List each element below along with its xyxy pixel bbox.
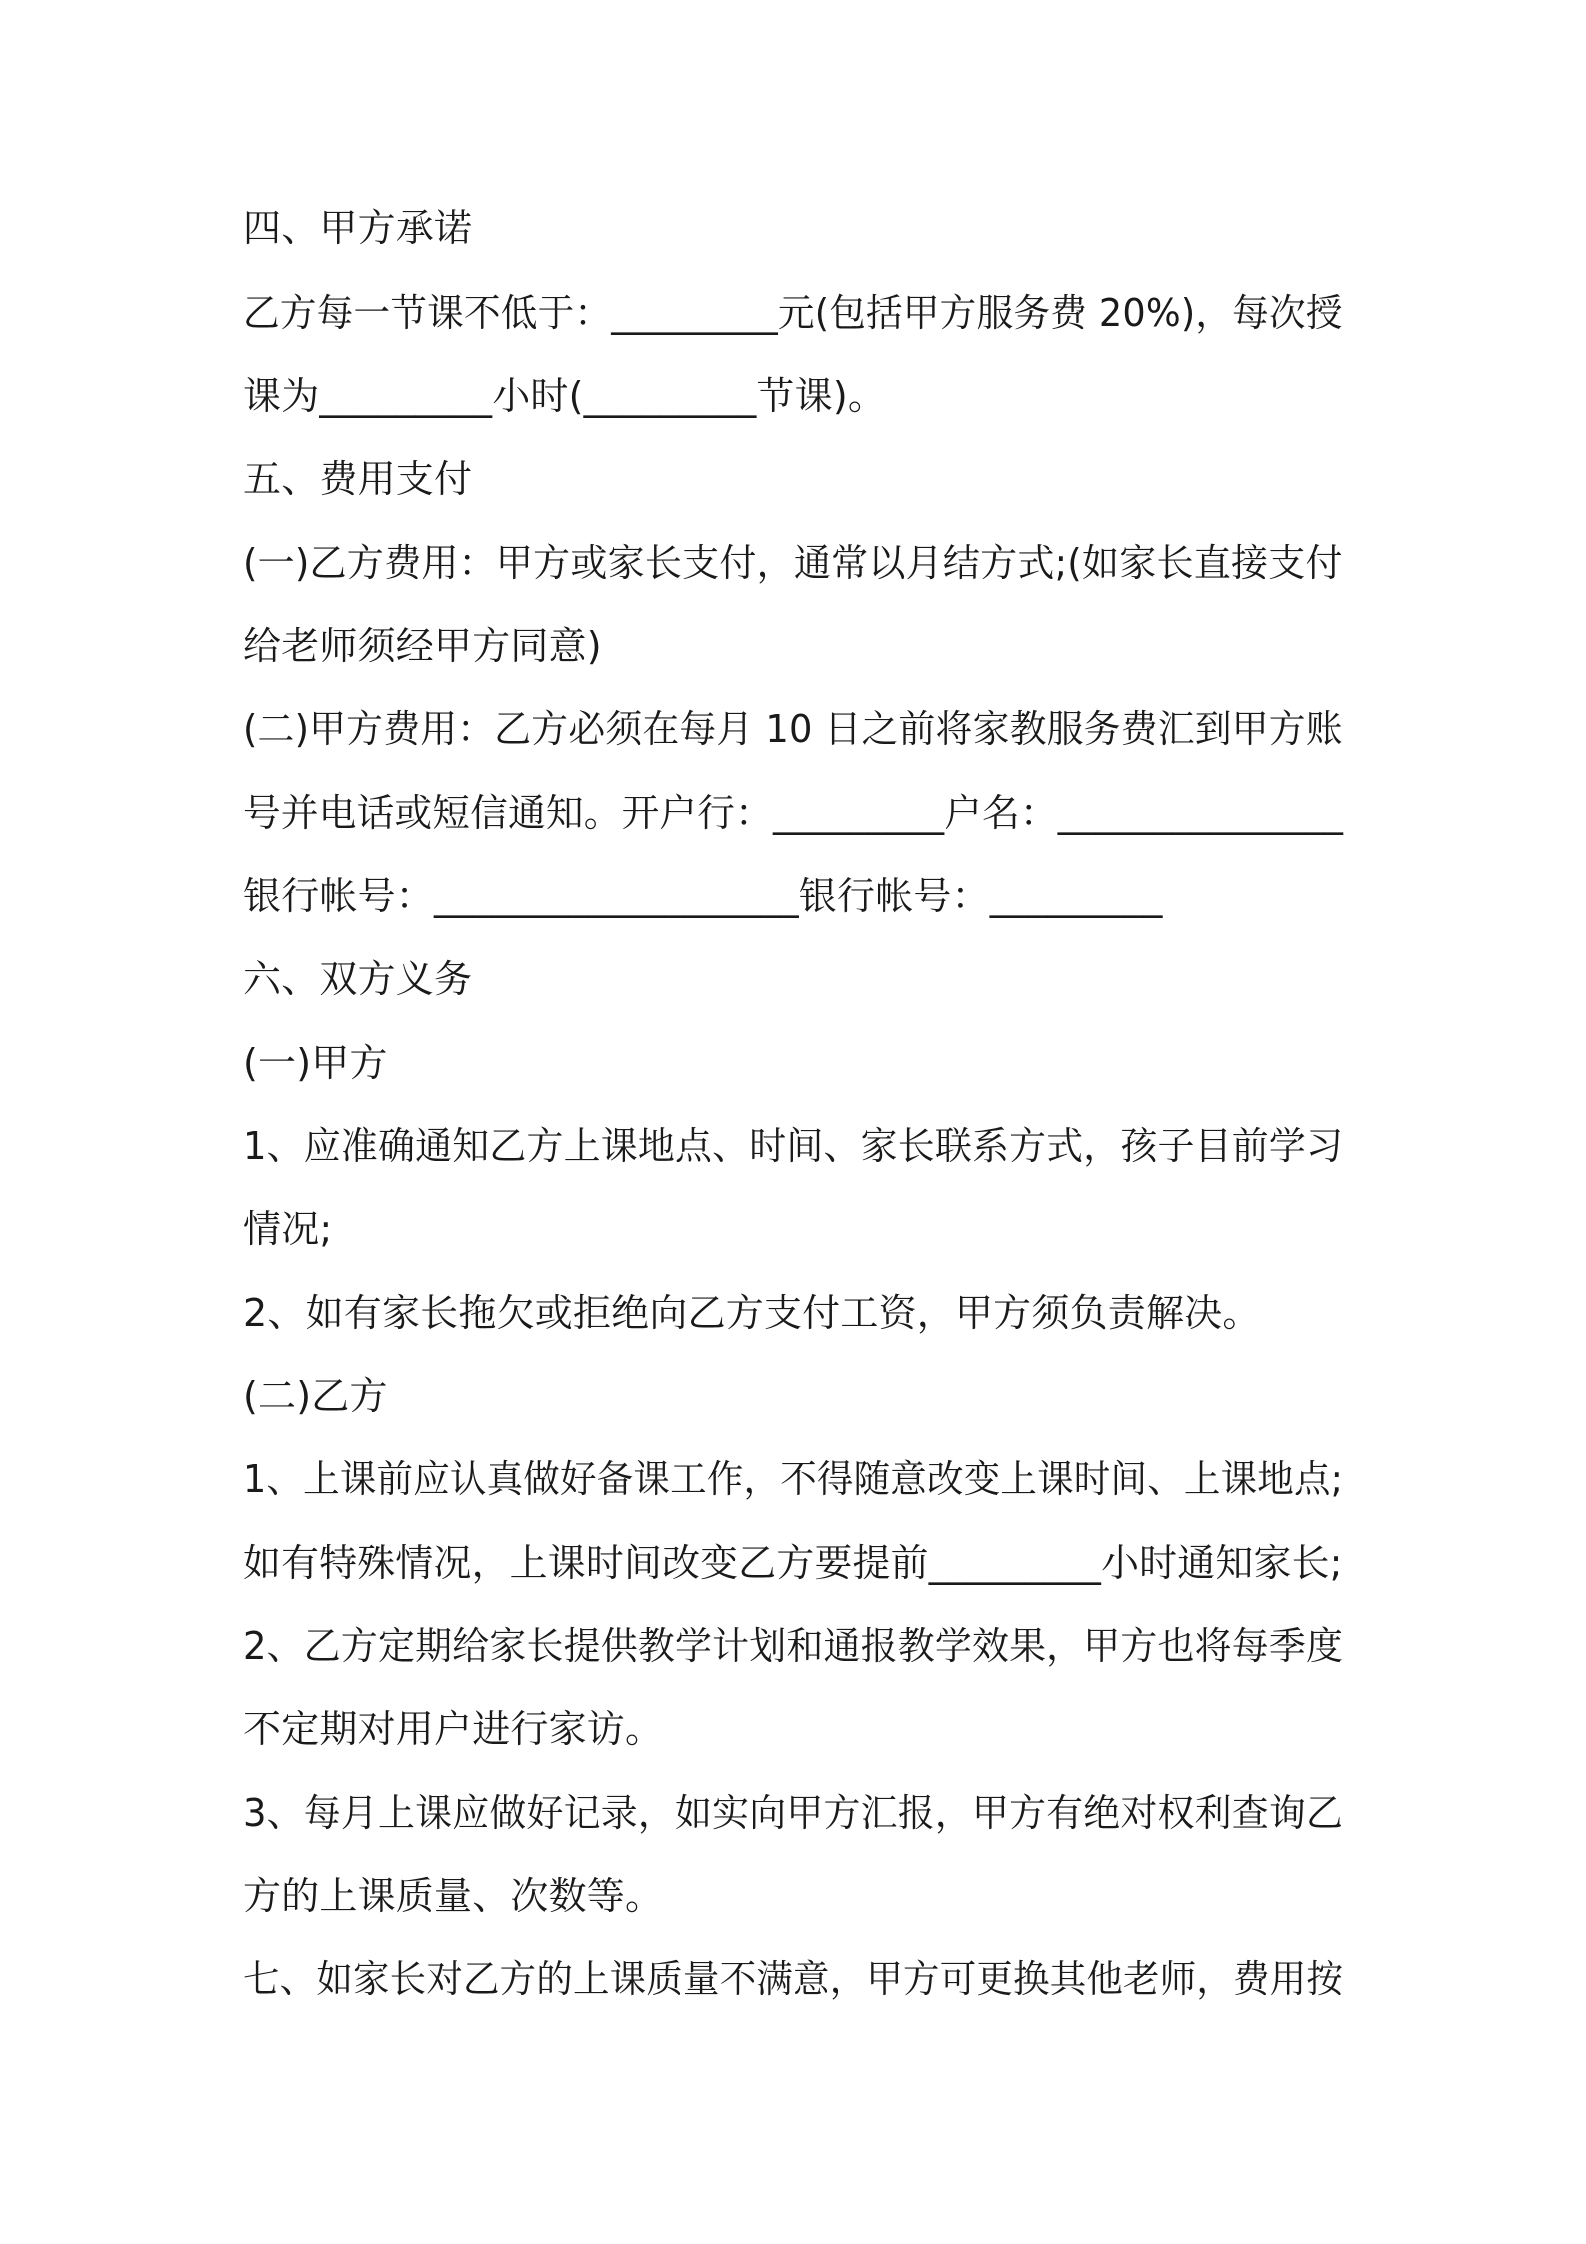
paragraph-line: 给老师须经甲方同意) [243,624,602,668]
section-heading-6: 六、双方义务 [243,957,473,1001]
subsection-heading-1: (一)甲方 [243,1041,388,1085]
paragraph-line: (二)甲方费用：乙方必须在每月 10 日之前将家教服务费汇到甲方账 [243,707,1343,751]
paragraph-line: 不定期对用户进行家访。 [243,1707,664,1751]
paragraph-line: 如有特殊情况，上课时间改变乙方要提前_________小时通知家长; [243,1541,1343,1585]
paragraph-line: 银行帐号：___________________银行帐号：_________ [243,874,1163,918]
paragraph-line: 1、应准确通知乙方上课地点、时间、家长联系方式，孩子目前学习 [243,1124,1344,1168]
paragraph-line: 1、上课前应认真做好备课工作，不得随意改变上课时间、上课地点; [243,1457,1344,1501]
paragraph-line: 号并电话或短信通知。开户行：_________户名：_______________ [243,791,1344,835]
section-heading-4: 四、甲方承诺 [243,206,473,250]
paragraph-line: 情况; [243,1207,333,1251]
paragraph-line: 课为_________小时(_________节课)。 [243,374,887,418]
section-heading-7: 七、如家长对乙方的上课质量不满意，甲方可更换其他老师，费用按 [243,1957,1344,2001]
paragraph-line: 2、乙方定期给家长提供教学计划和通报教学效果，甲方也将每季度 [243,1624,1344,1668]
subsection-heading-2: (二)乙方 [243,1374,388,1418]
paragraph-line: 2、如有家长拖欠或拒绝向乙方支付工资，甲方须负责解决。 [243,1291,1261,1335]
paragraph-line: 乙方每一节课不低于：_________元(包括甲方服务费 20%)，每次授 [243,291,1343,335]
paragraph-line: 3、每月上课应做好记录，如实向甲方汇报，甲方有绝对权利查询乙 [243,1791,1344,1835]
paragraph-line: (一)乙方费用：甲方或家长支付，通常以月结方式;(如家长直接支付 [243,541,1343,585]
paragraph-line: 方的上课质量、次数等。 [243,1874,664,1918]
section-heading-5: 五、费用支付 [243,457,473,501]
